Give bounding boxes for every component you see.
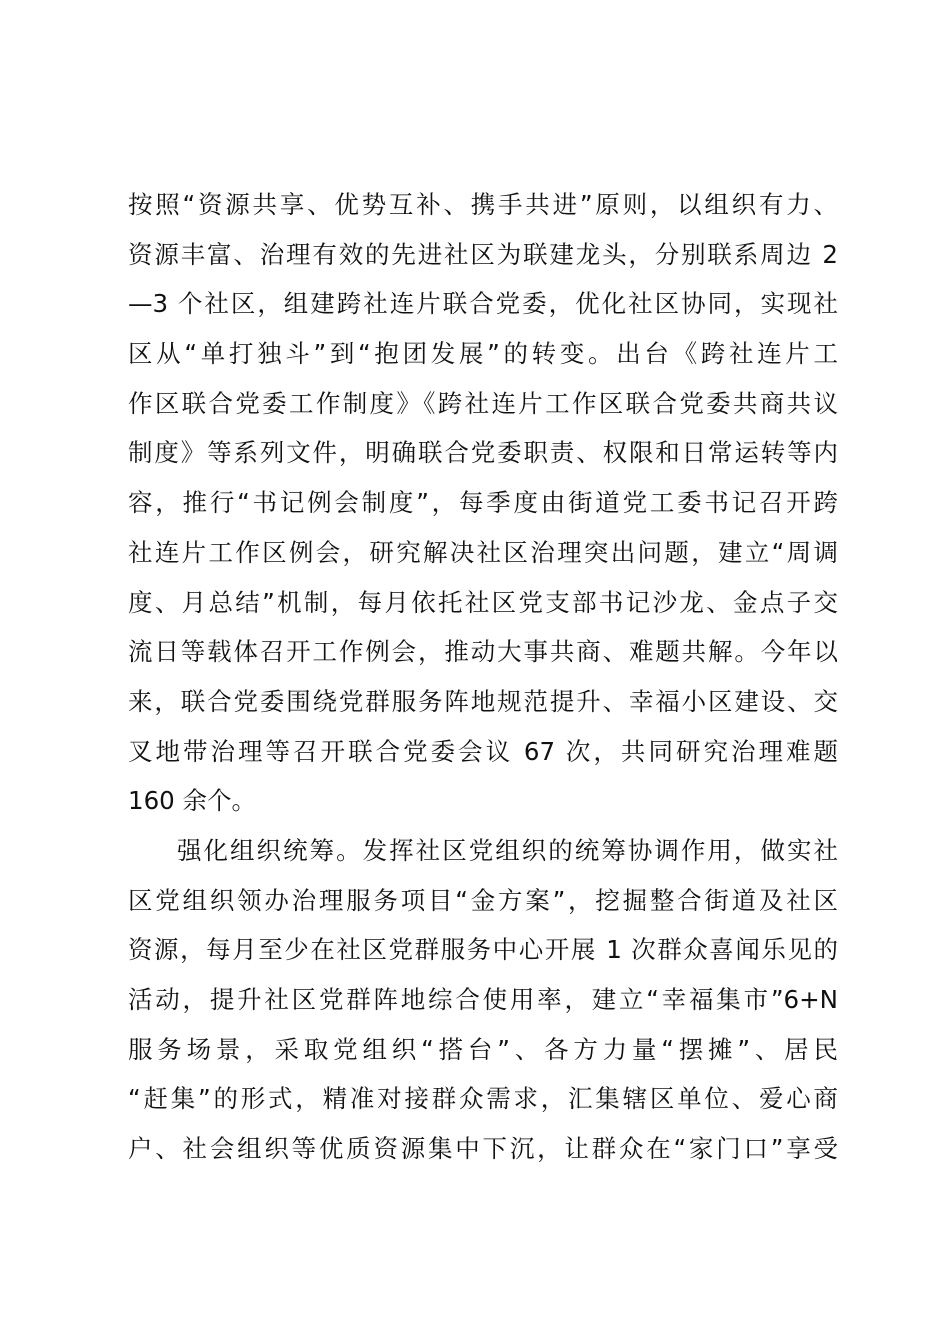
text-line: 社连片工作区例会，研究解决社区治理突出问题，建立“周调 [128, 537, 838, 567]
text-line: 按照“资源共享、优势互补、携手共进”原则，以组织有力、 [128, 190, 838, 219]
text-line: 强化组织统筹。发挥社区党组织的统筹协调作用，做实社 [177, 835, 838, 865]
text-line: 叉地带治理等召开联合党委会议 67 次，共同研究治理难题 [128, 736, 838, 766]
text-line: 来，联合党委围绕党群服务阵地规范提升、幸福小区建设、交 [128, 686, 838, 716]
paragraph-2 [128, 826, 838, 1174]
text-line: 制度》等系列文件，明确联合党委职责、权限和日常运转等内 [128, 438, 838, 468]
text-line: 区从“单打独斗”到“抱团发展”的转变。出台《跨社连片工 [128, 339, 838, 369]
text-line: 服务场景，采取党组织“搭台”、各方力量“摆摊”、居民 [128, 1034, 838, 1064]
text-line: 户、社会组织等优质资源集中下沉，让群众在“家门口”享受 [128, 1134, 838, 1164]
text-line: 流日等载体召开工作例会，推动大事共商、难题共解。今年以 [128, 637, 838, 667]
text-line: 区党组织领办治理服务项目“金方案”，挖掘整合街道及社区 [128, 885, 838, 915]
text-line: 活动，提升社区党群阵地综合使用率，建立“幸福集市”6+N [128, 985, 838, 1014]
text-line: 资源，每月至少在社区党群服务中心开展 1 次群众喜闻乐见的 [128, 935, 838, 965]
text-line: 160 余个。 [128, 786, 257, 816]
text-line: 度、月总结”机制，每月依托社区党支部书记沙龙、金点子交 [128, 587, 838, 617]
text-line: 作区联合党委工作制度》《跨社连片工作区联合党委共商共议 [128, 388, 838, 418]
document-body [128, 180, 838, 1174]
text-line: 资源丰富、治理有效的先进社区为联建龙头，分别联系周边 2 [128, 239, 838, 269]
paragraph-1 [128, 180, 838, 826]
text-line: 容，推行“书记例会制度”，每季度由街道党工委书记召开跨 [128, 488, 838, 518]
text-line: “赶集”的形式，精准对接群众需求，汇集辖区单位、爱心商 [128, 1084, 838, 1114]
text-line: —3 个社区，组建跨社连片联合党委，优化社区协同，实现社 [128, 289, 838, 319]
